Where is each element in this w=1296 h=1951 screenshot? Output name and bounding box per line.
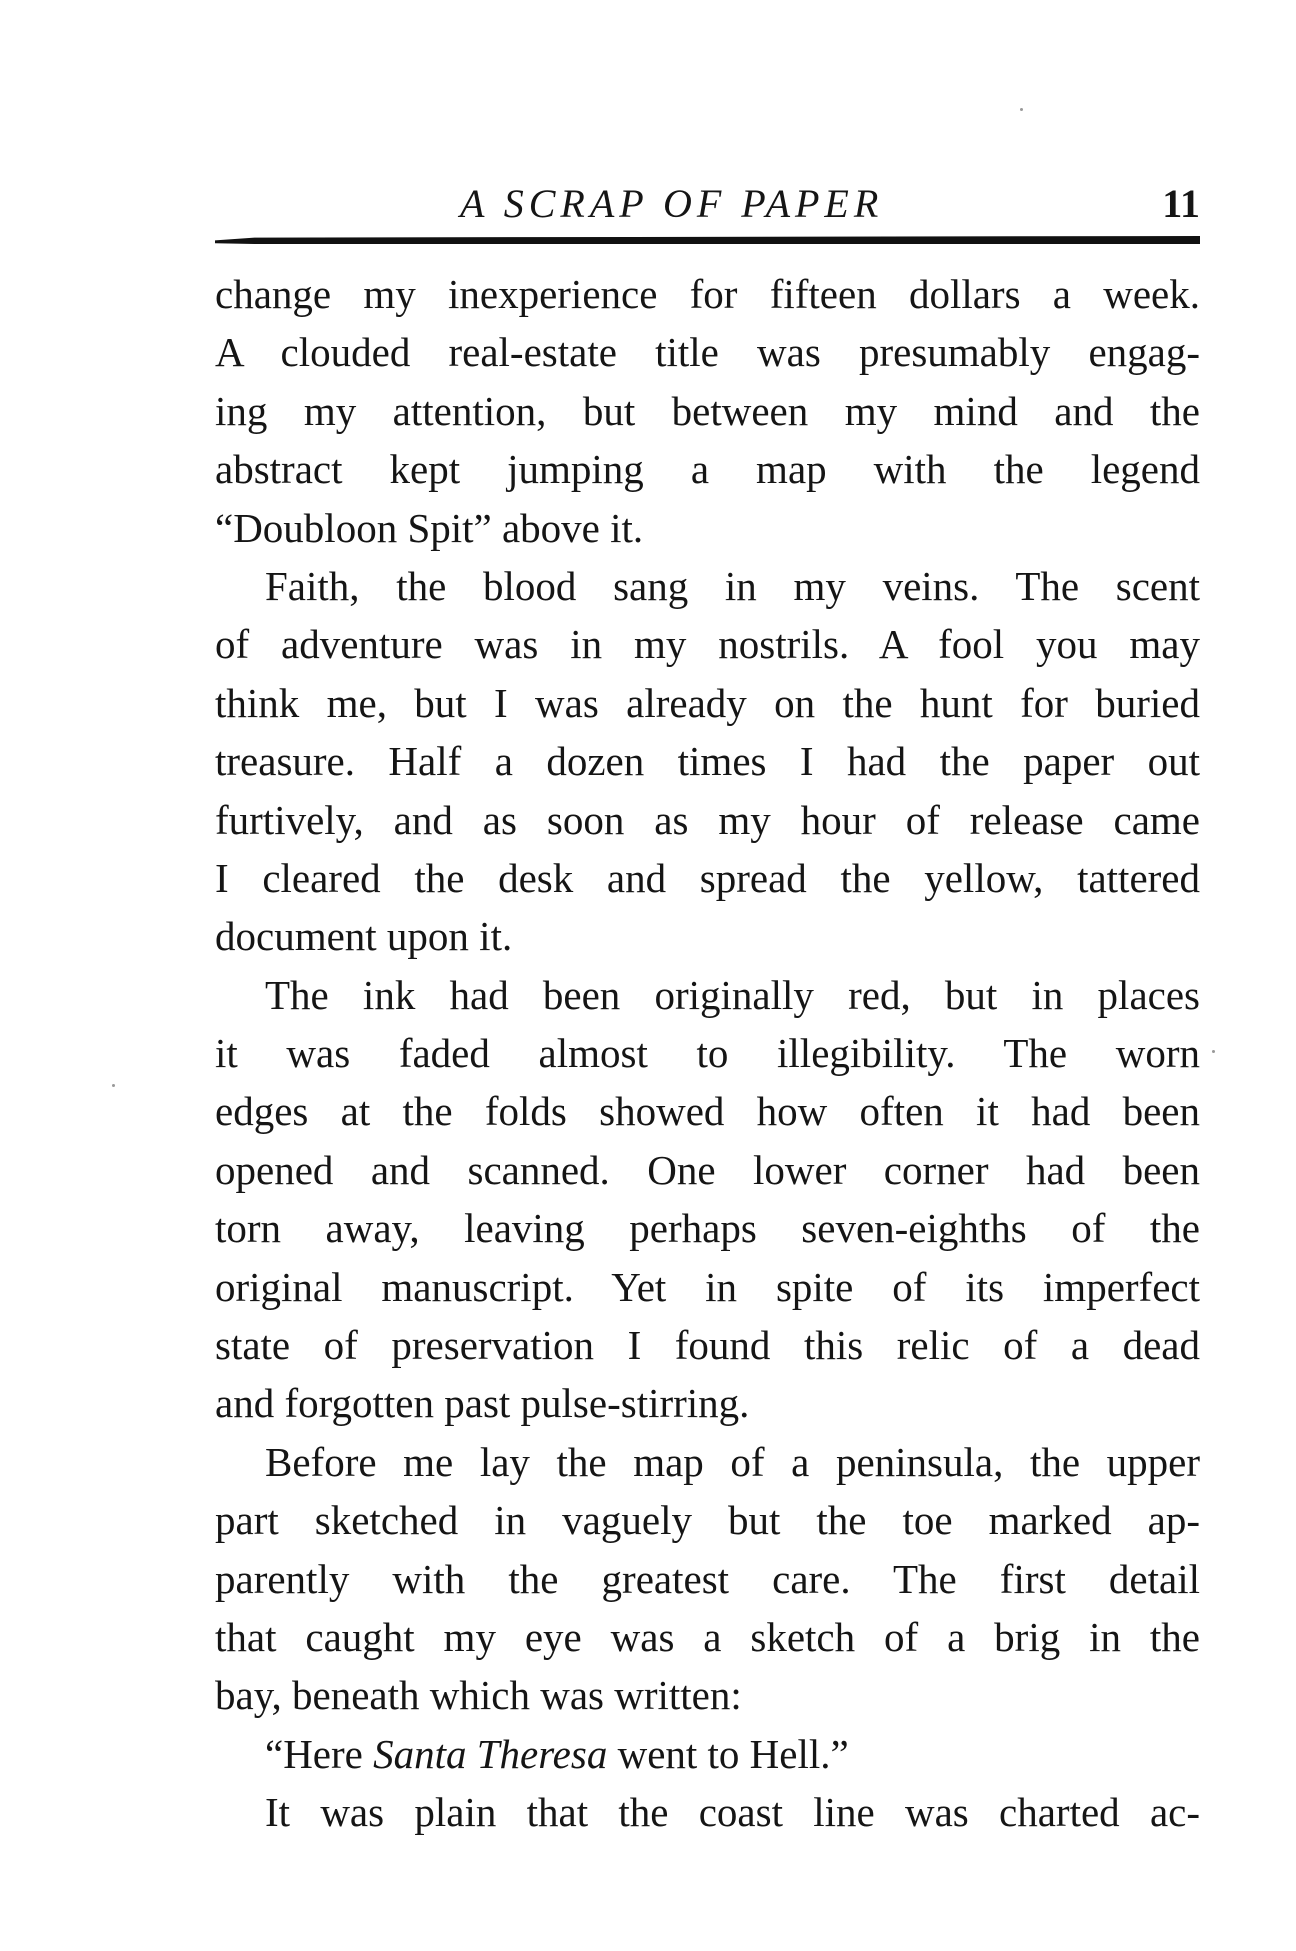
body-text [215,265,1200,1842]
text-line: think me, but I was already on the hunt for buried [215,679,1200,726]
text-line: change my inexperience for fifteen dollars a week. [215,271,1200,317]
text-line: opened and scanned. One lower corner had been [215,1146,1200,1193]
page-number: 11 [1162,181,1200,226]
text-line: it was faded almost to illegibility. The worn [215,1030,1200,1077]
text-line: part sketched in vaguely but the toe marked ap- [215,1497,1200,1544]
paper-speck [1020,108,1023,111]
paper-speck [112,1084,115,1087]
text-line: document upon it. [215,913,513,960]
paragraph-start-line: The ink had been originally red, but in places [265,971,1200,1018]
text-line: ing my attention, but between my mind and the [215,387,1200,434]
text-line: parently with the greatest care. The first detail [215,1555,1200,1602]
page-header [215,178,1200,230]
paragraph-start-line: It was plain that the coast line was charted ac- [265,1789,1200,1836]
running-title: A SCRAP OF PAPER [460,181,884,226]
text-line: bay, beneath which was written: [215,1672,742,1719]
ship-name: Santa Theresa [373,1730,608,1777]
text-line: torn away, leaving perhaps seven-eighths of the [215,1205,1200,1252]
text-line: of adventure was in my nostrils. A fool you may [215,621,1200,668]
text-line: state of preservation I found this relic of a dead [215,1322,1200,1369]
text-line: I cleared the desk and spread the yellow, tattered [215,854,1200,901]
text-line: furtively, and as soon as my hour of release came [215,796,1200,843]
paragraph-start-line: Faith, the blood sang in my veins. The scent [265,562,1200,609]
text-line: abstract kept jumping a map with the legend [215,446,1200,493]
paragraph-start-line: Before me lay the map of a peninsula, the upper [265,1438,1200,1485]
text-line: and forgotten past pulse-stirring. [215,1380,750,1427]
quote-close: went to Hell.” [607,1730,849,1777]
text-line: treasure. Half a dozen times I had the paper out [215,738,1200,785]
text-line: original manuscript. Yet in spite of its imperfect [215,1263,1200,1310]
text-line: edges at the folds showed how often it had been [215,1088,1200,1135]
paper-speck [1212,1050,1215,1053]
text-line: “Doubloon Spit” above it. [215,504,644,551]
quote-line [215,1725,1200,1783]
header-rule [215,236,1200,244]
text-line: that caught my eye was a sketch of a brig in the [215,1613,1200,1660]
quote-open: “Here [265,1730,374,1777]
text-line: A clouded real-estate title was presumably engag- [215,329,1200,376]
